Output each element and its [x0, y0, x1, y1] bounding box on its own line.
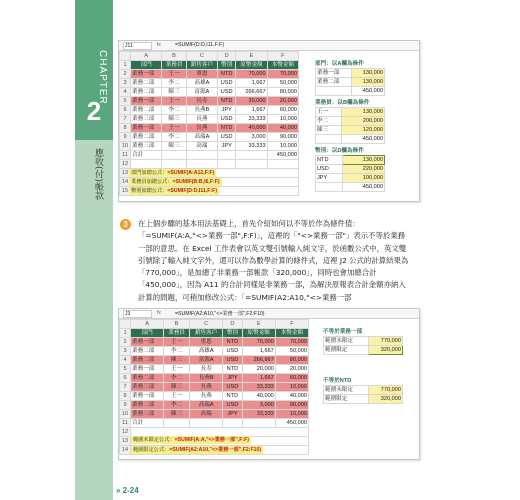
cell[interactable]: 王一	[164, 365, 190, 374]
table-row: 2 業務一部 王一 重恩 NTD 70,000 70,000	[120, 70, 299, 79]
column-header[interactable]: D	[223, 320, 242, 329]
cell[interactable]: 高瑞	[186, 142, 217, 151]
cell[interactable]: 長寿	[186, 97, 217, 106]
cell[interactable]: 富源A	[190, 356, 223, 365]
table-row: 9 業務二部 李二 高瑞A USD 3,000 90,000	[120, 401, 309, 410]
cell[interactable]: NTD	[316, 156, 343, 165]
formula-bar	[119, 41, 419, 51]
cell[interactable]: 業務三部	[131, 142, 162, 151]
cell[interactable]: 李二	[162, 106, 186, 115]
cell[interactable]: 長燕	[186, 115, 217, 124]
cell[interactable]: 長燕B	[186, 106, 217, 115]
cell[interactable]: 業務二部	[131, 356, 164, 365]
cell[interactable]: 長燕	[190, 392, 223, 401]
cell[interactable]: 40,000	[242, 392, 275, 401]
cell[interactable]: 王一	[316, 108, 342, 117]
total-label[interactable]: 合計	[131, 151, 162, 160]
cell[interactable]: 70,000	[242, 338, 275, 347]
cell[interactable]: 1,667	[236, 79, 267, 88]
cell[interactable]: 1,667	[236, 106, 267, 115]
chapter-title: 應收(付)帳款	[93, 148, 103, 201]
header-cell[interactable]: 銷售客戶	[186, 61, 217, 70]
page-number: » 2-24	[116, 486, 139, 495]
cell[interactable]: USD	[223, 347, 242, 356]
column-header[interactable]: A	[131, 320, 164, 329]
cell[interactable]: 陳三	[316, 126, 342, 135]
table-row: 6 業務二部 李二 長燕B JPY 1,667 60,000	[120, 106, 299, 115]
cell[interactable]: 320,000	[369, 346, 403, 355]
table-row: 3 業務二部 李二 高雄A USD 1,667 50,000	[120, 79, 299, 88]
cell[interactable]: 450,000	[342, 183, 384, 192]
cell[interactable]: JPY	[223, 410, 242, 419]
cell[interactable]: 業務二部	[131, 133, 162, 142]
table-row: 6 業務二部 李二 長燕B JPY 1,667 60,000	[120, 374, 309, 383]
cell[interactable]: 業務一部	[131, 392, 164, 401]
cell[interactable]: 320,000	[369, 395, 403, 404]
cell[interactable]: 10,000	[267, 115, 298, 124]
column-header[interactable]: C	[190, 320, 223, 329]
cell[interactable]: 業務一部	[131, 124, 162, 133]
cell[interactable]: 40,000	[236, 124, 267, 133]
cell[interactable]: 王一	[164, 392, 190, 401]
cell[interactable]: 120,000	[342, 126, 385, 135]
cell[interactable]: NTD	[218, 124, 236, 133]
fx-icon: fx	[157, 310, 161, 316]
formula-note: 範圍未限定公式：=SUMIF(A:A,"<>業務一部",F:F)	[133, 437, 250, 443]
cell[interactable]: JPY	[218, 142, 236, 151]
cell[interactable]: 王一	[162, 70, 186, 79]
cell[interactable]: 高瑞A	[186, 133, 217, 142]
column-header[interactable]: B	[162, 52, 186, 61]
cell[interactable]: 70,000	[236, 70, 267, 79]
chapter-word: CHAPTER	[97, 49, 108, 105]
header-cell[interactable]: 業務員	[164, 329, 190, 338]
staff-summary-table	[315, 107, 385, 144]
cell[interactable]: 33,333	[236, 115, 267, 124]
header-cell[interactable]: 幣別	[218, 61, 236, 70]
cell[interactable]: 33,333	[242, 410, 275, 419]
cell[interactable]: 王一	[162, 124, 186, 133]
side-table-title: 業務員：以B欄為條件	[315, 100, 370, 106]
cell[interactable]: 陳三	[164, 356, 190, 365]
cell[interactable]: 李二	[162, 79, 186, 88]
cell[interactable]: 長寿	[190, 365, 223, 374]
cell[interactable]: 266,667	[236, 88, 267, 97]
header-cell[interactable]: 部門	[131, 329, 164, 338]
column-header[interactable]: C	[186, 52, 217, 61]
side-tables	[315, 60, 415, 192]
body-paragraph: 在上個步驟的基本用法基礎上，首先介紹如何以不等於作為條件值：「=SUMIF(A:A,"<>業務一部",F:F)」，這裡的「"<>業務一部"」表示不等於業務一部的意思。在 Excel 工作表會以英文雙引號輸入純文字，於函數公式中，英文雙引號除了輸入純文字外，還可以作為數學計算的條件式，這裡 J2 公式的計算結果為「770,000」，是加總了非業務一部帳款「320,000」，同時也會加總合計「450,000」，因為 A11 的合計同樣是非業務一部，為解決原報表合計金額亦納入計算的問題，可稍加修改公式：「=SUMIF(A2:A10,"<>業務一部	[138, 219, 409, 302]
cell[interactable]: 60,000	[267, 106, 298, 115]
cell[interactable]: 高雄A	[186, 79, 217, 88]
not-ntd-table	[323, 385, 403, 404]
cell[interactable]: 70,000	[267, 70, 298, 79]
cell[interactable]: 3,000	[242, 401, 275, 410]
cell[interactable]: 李二	[162, 133, 186, 142]
formula-bar	[119, 309, 419, 319]
cell[interactable]: 李二	[164, 347, 190, 356]
table-row: 10 業務三部 陳三 高瑞 JPY 33,333 10,000	[120, 410, 309, 419]
cell[interactable]: 王一	[162, 97, 186, 106]
table-row: 7 業務三部 陳三 長燕 USD 33,333 10,000	[120, 383, 309, 392]
cell[interactable]: 陳三	[164, 410, 190, 419]
cell[interactable]: 130,000	[342, 108, 385, 117]
cell[interactable]	[316, 87, 352, 96]
cell[interactable]: NTD	[218, 97, 236, 106]
cell[interactable]: 業務三部	[131, 410, 164, 419]
cell[interactable]: 高瑞	[190, 410, 223, 419]
cell[interactable]: 50,000	[267, 79, 298, 88]
cell[interactable]: 範圍未限定	[324, 337, 369, 346]
cell[interactable]: 業務二部	[131, 401, 164, 410]
cell[interactable]: 業務一部	[131, 365, 164, 374]
cell[interactable]: 90,000	[267, 133, 298, 142]
cell[interactable]: 業務一部	[316, 69, 352, 78]
cell[interactable]: 10,000	[267, 142, 298, 151]
cell[interactable]: 範圍限定	[324, 346, 369, 355]
header-cell[interactable]: 部門	[131, 61, 162, 70]
cell[interactable]: USD	[223, 356, 242, 365]
cell[interactable]: 高瑞A	[190, 401, 223, 410]
side-table-title: 不等於業務一部	[323, 329, 363, 335]
cell[interactable]: 長燕B	[190, 374, 223, 383]
name-box[interactable]: J11	[123, 42, 152, 50]
side-tables	[323, 328, 415, 404]
side-table-title: 部門：以A欄為條件	[315, 61, 364, 67]
cell[interactable]: NTD	[223, 392, 242, 401]
cell[interactable]: USD	[316, 165, 343, 174]
cell[interactable]: 20,000	[242, 365, 275, 374]
cell[interactable]: 20,000	[236, 97, 267, 106]
cell[interactable]: 陳三	[162, 142, 186, 151]
main-table: A B C D E F 1 部門 業務員 銷售客戶 幣別 原幣金額 本幣金額 2 業務一部 王一 重恩 NTD 70,000 70,000 3 業務二部 李二 高雄A USD 1,667 50,000 4 業務二部 陳三 富源A USD 266,667 80,000 5 業務一部 王一 長寿 NTD 20,000 20,000 6 業務二部 李二 長燕B JPY 1,667 60,000 7 業務三部 陳三 長燕 USD 33,333 10,000 8 業務一部 王一 長燕 NTD 40,000 40,000 9 業務二部 李二 高瑞A USD 3,000 90,000 10 業務三部 陳三 高瑞 JPY 33,333 10,000 11 合計 450,000 12 13 14	[119, 319, 309, 455]
cell[interactable]: 業務二部	[131, 374, 164, 383]
cell[interactable]: 40,000	[267, 124, 298, 133]
fx-icon: fx	[157, 42, 161, 48]
cell[interactable]: 450,000	[352, 87, 385, 96]
cell[interactable]: 重恩	[190, 338, 223, 347]
table-row: 5 業務一部 王一 長寿 NTD 20,000 20,000	[120, 365, 309, 374]
column-header[interactable]: F	[275, 320, 308, 329]
not-dept1-table	[323, 336, 403, 355]
main-table: A B C D E F 1 部門 業務員 銷售客戶 幣別 原幣金額 本幣金額 2 業務一部 王一 重恩 NTD 70,000 70,000 3 業務二部 李二 高雄A USD 1,667 50,000 4 業務二部 陳三 富源A USD 266,667 80,000 5 業務一部 王一 長寿 NTD 20,000 20,000 6 業務二部 李二 長燕B JPY 1,667 60,000 7 業務三部 陳三 長燕 USD 33,333 10,000 8 業務一部 王一 長燕 NTD 40,000 40,000 9 業務二部 李二 高瑞A USD 3,000 90,000 10 業務三部 陳三 高瑞 JPY 33,333 10,000 11 合計 450,000 12 13 14 15	[119, 51, 299, 196]
cell[interactable]: 60,000	[275, 374, 308, 383]
formula-note: 業務員加總公式：=SUMIF(B:B,I6,F:F)	[131, 179, 220, 185]
total-value[interactable]: 450,000	[275, 419, 308, 428]
total-value[interactable]: 450,000	[267, 151, 298, 160]
cell[interactable]: 220,000	[342, 165, 384, 174]
column-header[interactable]: A	[131, 52, 162, 61]
cell[interactable]: 10,000	[275, 410, 308, 419]
side-table-title: 不等於NTD	[323, 378, 352, 384]
header-cell[interactable]: 本幣金額	[275, 329, 308, 338]
column-header[interactable]: D	[218, 52, 236, 61]
cell[interactable]: 50,000	[275, 347, 308, 356]
cell[interactable]: NTD	[223, 338, 242, 347]
formula-text[interactable]: =SUMIF(D:D,I11,F:F)	[175, 42, 225, 48]
cell[interactable]: 33,333	[236, 142, 267, 151]
cell[interactable]: 業務二部	[131, 79, 162, 88]
formula-text[interactable]: =SUMIF(A2:A10,"<>業務一部",F2:F10)	[175, 311, 265, 317]
cell[interactable]: 高雄A	[190, 347, 223, 356]
header-cell[interactable]: 原幣金額	[236, 61, 267, 70]
cell[interactable]: 富源A	[186, 88, 217, 97]
chapter-number: 2	[86, 96, 102, 126]
column-header[interactable]: B	[164, 320, 190, 329]
table-row: 4 業務二部 陳三 富源A USD 266,667 80,000	[120, 88, 299, 97]
table-row: 10 業務三部 陳三 高瑞 JPY 33,333 10,000	[120, 142, 299, 151]
total-row: 11 合計 450,000	[120, 419, 309, 428]
cell[interactable]: 130,000	[352, 69, 385, 78]
cell[interactable]: 200,000	[342, 117, 385, 126]
cell[interactable]: 266,667	[242, 356, 275, 365]
cell[interactable]: 業務二部	[131, 347, 164, 356]
cell[interactable]: 3,000	[236, 133, 267, 142]
header-cell[interactable]: 業務員	[162, 61, 186, 70]
dept-summary-table	[315, 68, 385, 96]
formula-note: 範圍限定公式：=SUMIF(A2:A10,"<>業務一部",F2:F10)	[133, 447, 262, 453]
spreadsheet-screenshot-1	[118, 40, 420, 202]
cell[interactable]: 33,333	[242, 383, 275, 392]
cell[interactable]: 李二	[316, 117, 342, 126]
cell[interactable]: 130,000	[352, 78, 385, 87]
table-row: 8 業務一部 王一 長燕 NTD 40,000 40,000	[120, 392, 309, 401]
header-cell[interactable]: 原幣金額	[242, 329, 275, 338]
cell[interactable]: NTD	[223, 365, 242, 374]
total-row: 11 合計 450,000	[120, 151, 299, 160]
cell[interactable]: 100,000	[342, 174, 384, 183]
header-cell[interactable]: 本幣金額	[267, 61, 298, 70]
cell[interactable]: 業務三部	[131, 383, 164, 392]
table-row: 8 業務一部 王一 長燕 NTD 40,000 40,000	[120, 124, 299, 133]
cell[interactable]: 90,000	[275, 401, 308, 410]
cell[interactable]: USD	[218, 79, 236, 88]
cell[interactable]	[316, 135, 342, 144]
cell[interactable]: 李二	[164, 401, 190, 410]
cell[interactable]: 20,000	[267, 97, 298, 106]
cell[interactable]: 1,667	[242, 347, 275, 356]
cell[interactable]: 陳三	[164, 383, 190, 392]
table-row: 4 業務二部 陳三 富源A USD 266,667 80,000	[120, 356, 309, 365]
cell[interactable]: USD	[218, 88, 236, 97]
cell[interactable]: 40,000	[275, 392, 308, 401]
cell[interactable]: 業務一部	[131, 70, 162, 79]
cell[interactable]: 450,000	[342, 135, 385, 144]
cell[interactable]: 業務二部	[131, 106, 162, 115]
cell[interactable]: 長燕	[186, 124, 217, 133]
cell[interactable]: 業務二部	[131, 88, 162, 97]
side-table-title: 幣別：以D欄為條件	[315, 148, 364, 154]
cell[interactable]	[316, 183, 343, 192]
table-row: 2 業務一部 王一 重恩 NTD 70,000 70,000	[120, 338, 309, 347]
cell[interactable]: 範圍限定	[324, 395, 369, 404]
currency-summary-table	[315, 155, 385, 192]
column-header[interactable]: F	[267, 52, 298, 61]
cell[interactable]: 80,000	[275, 356, 308, 365]
formula-note: 部門加總公式：=SUMIF(A:A12,F:F)	[131, 170, 215, 176]
cell[interactable]: 業務二部	[316, 78, 352, 87]
cell[interactable]: 70,000	[275, 338, 308, 347]
cell[interactable]: 770,000	[369, 386, 403, 395]
step-badge: 3	[120, 219, 131, 230]
cell[interactable]: USD	[223, 401, 242, 410]
cell[interactable]: 130,000	[342, 156, 384, 165]
name-box[interactable]: J3	[123, 310, 152, 318]
table-row: 5 業務一部 王一 長寿 NTD 20,000 20,000	[120, 97, 299, 106]
cell[interactable]: 80,000	[267, 88, 298, 97]
column-header[interactable]: E	[236, 52, 267, 61]
cell[interactable]: 10,000	[275, 383, 308, 392]
spreadsheet-screenshot-2	[118, 308, 420, 460]
cell[interactable]: USD	[218, 133, 236, 142]
table-row: 7 業務三部 陳三 長燕 USD 33,333 10,000	[120, 115, 299, 124]
header-cell[interactable]: 銷售客戶	[190, 329, 223, 338]
cell[interactable]: 陳三	[162, 115, 186, 124]
cell[interactable]: 長燕	[190, 383, 223, 392]
cell[interactable]: 王一	[164, 338, 190, 347]
cell[interactable]: USD	[218, 115, 236, 124]
header-cell[interactable]: 幣別	[223, 329, 242, 338]
cell[interactable]: JPY	[223, 374, 242, 383]
cell[interactable]: 1,667	[242, 374, 275, 383]
table-row: 3 業務二部 李二 高雄A USD 1,667 50,000	[120, 347, 309, 356]
column-header[interactable]: E	[242, 320, 275, 329]
cell[interactable]: JPY	[218, 106, 236, 115]
cell[interactable]: 範圍未限定	[324, 386, 369, 395]
cell[interactable]: USD	[223, 383, 242, 392]
formula-note: 幣別加總公式：=SUMIF(D:D,I11,F:F)	[131, 188, 218, 194]
cell[interactable]: 20,000	[275, 365, 308, 374]
cell[interactable]: 陳三	[162, 88, 186, 97]
cell[interactable]: 業務三部	[131, 115, 162, 124]
cell[interactable]: 李二	[164, 374, 190, 383]
total-label[interactable]: 合計	[131, 419, 164, 428]
cell[interactable]: 業務一部	[131, 97, 162, 106]
cell[interactable]: JPY	[316, 174, 343, 183]
cell[interactable]: 業務一部	[131, 338, 164, 347]
cell[interactable]: 770,000	[369, 337, 403, 346]
cell[interactable]: NTD	[218, 70, 236, 79]
cell[interactable]: 重恩	[186, 70, 217, 79]
table-row: 9 業務二部 李二 高瑞A USD 3,000 90,000	[120, 133, 299, 142]
